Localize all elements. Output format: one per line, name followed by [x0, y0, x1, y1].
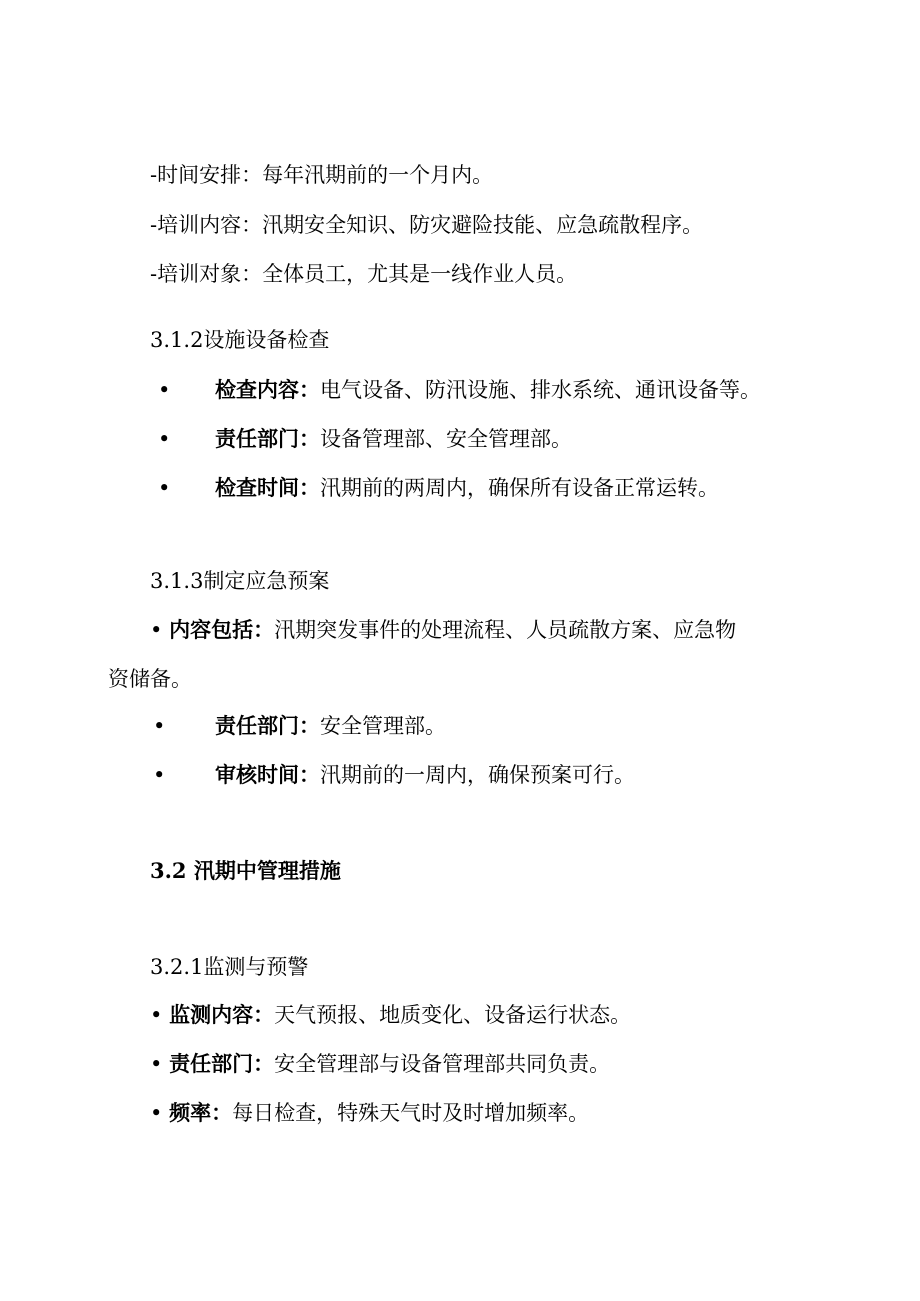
bullet: •	[153, 714, 166, 738]
bullet: •	[150, 1003, 163, 1027]
item-label: 责任部门：	[169, 1051, 275, 1076]
bullet: •	[158, 378, 171, 402]
section-heading: 3.2 汛期中管理措施	[150, 858, 341, 883]
item-text: 天气预报、地质变化、设备运行状态。	[274, 1003, 632, 1027]
item-text: 汛期前的两周内，确保所有设备正常运转。	[320, 476, 719, 500]
item-label: 责任部门：	[215, 713, 320, 738]
bullet: •	[150, 618, 163, 642]
item-text: 安全管理部。	[320, 714, 446, 738]
item-text: 设备管理部、安全管理部。	[320, 427, 572, 451]
item-label: 责任部门：	[215, 426, 320, 451]
item-label: 检查内容：	[215, 377, 320, 402]
section-heading: 3.1.2设施设备检查	[150, 328, 330, 352]
item-label: 监测内容：	[169, 1002, 275, 1027]
item-label: 检查时间：	[215, 475, 320, 500]
item-text: 电气设备、防汛设施、排水系统、通讯设备等。	[320, 378, 761, 402]
item-label: 内容包括：	[169, 617, 275, 642]
item-text: 汛期突发事件的处理流程、人员疏散方案、应急物	[274, 618, 737, 642]
text-line: -时间安排：每年汛期前的一个月内。	[150, 163, 494, 187]
bullet: •	[153, 763, 166, 787]
bullet: •	[158, 427, 171, 451]
section-heading: 3.1.3制定应急预案	[150, 569, 330, 593]
bullet: •	[150, 1101, 163, 1125]
item-text: 汛期前的一周内，确保预案可行。	[320, 763, 635, 787]
item-text: 每日检查，特殊天气时及时增加频率。	[232, 1101, 590, 1125]
bullet: •	[150, 1052, 163, 1076]
bullet: •	[158, 476, 171, 500]
item-text: 安全管理部与设备管理部共同负责。	[274, 1052, 611, 1076]
item-label: 频率：	[169, 1100, 233, 1125]
item-label: 审核时间：	[215, 762, 320, 787]
section-heading: 3.2.1监测与预警	[150, 955, 309, 979]
text-line: -培训对象：全体员工，尤其是一线作业人员。	[150, 262, 578, 286]
item-text-continuation: 资储备。	[108, 667, 192, 691]
text-line: -培训内容：汛期安全知识、防灾避险技能、应急疏散程序。	[150, 213, 704, 237]
